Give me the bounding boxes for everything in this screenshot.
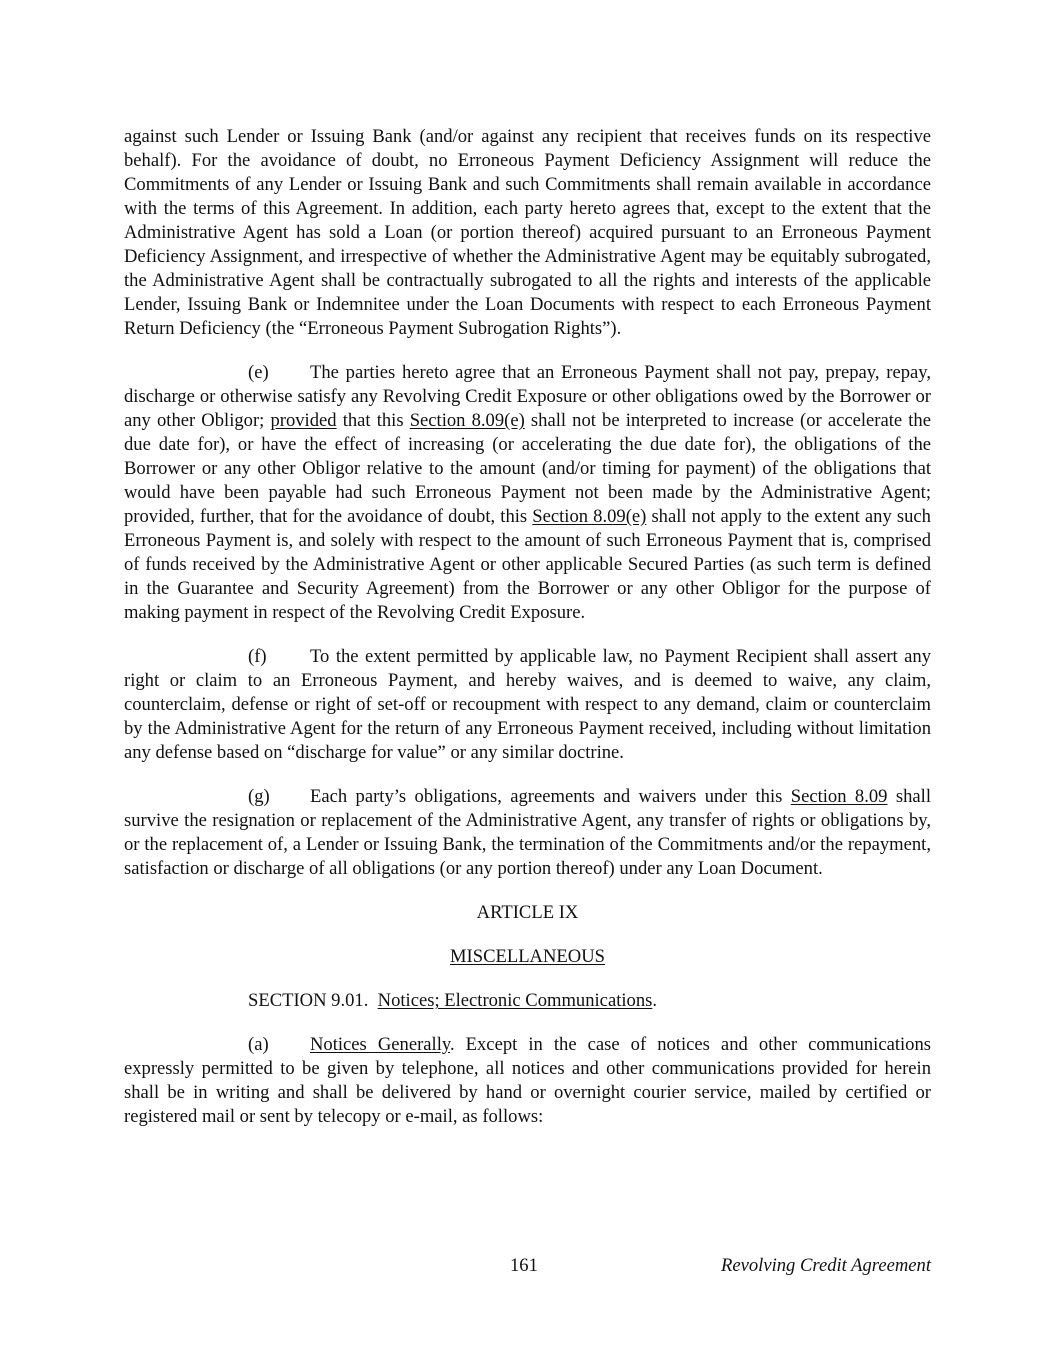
section-period: . [652,990,658,1011]
clause-e-text-3: shall not be interpreted to increase (or accelerate the due date for), or have the effect of increasing (or accelerating the due date for), the obligations of the Borrower or any other Obligor relative to the amount (and/or timing for payment) of the obligations that would have been payable had such Erroneous Payment not been made by the Administrative Agent; provided, further, that for the avoidance of doubt, this [124,410,931,527]
page-number: 161 [510,1255,538,1276]
clause-g-text-2: shall survive the resignation or replacement of the Administrative Agent, any transfer of rights or obligations by, or the replacement of, a Lender or Issuing Bank, the termination of the Commitments and/or the repayment, satisfaction or discharge of all obligations (or any portion thereof) under any Loan Document. [124,786,931,879]
clause-g-label: (g) [248,786,270,807]
section-ref-8-09e: Section 8.09(e) [409,410,525,431]
clause-e-text-4: shall not apply to the extent any such Erroneous Payment is, and solely with respect to the amount of such Erroneous Payment that is, comprised of funds received by the Administrative Agent or other applicable Secured Parties (as such term is defined in the Guarantee and Security Agreement) from the Borrower or any other Obligor for the purpose of making payment in respect of the Revolving Credit Exposure. [124,506,931,623]
clause-e-provided: provided [270,410,337,431]
clause-a [124,1033,931,1129]
section-ref-8-09: Section 8.09 [790,786,888,807]
clause-g [124,785,931,881]
clause-e-label: (e) [248,362,269,383]
clause-a-label: (a) [248,1034,269,1055]
clause-g-text-1: Each party’s obligations, agreements and waivers under this [310,786,791,807]
clause-e-text-2: that this [336,410,410,431]
article-heading: ARTICLE IX [476,902,579,923]
clause-e-text-1: The parties hereto agree that an Erroneous Payment shall not pay, prepay, repay, discharge or otherwise satisfy any Revolving Credit Exposure or other obligations owed by the Borrower or any other Obligor; [124,362,931,431]
clause-f-label: (f) [248,646,267,667]
clause-a-title: Notices Generally [310,1034,450,1055]
continued-paragraph: against such Lender or Issuing Bank (and/or against any recipient that receives funds on its respective behalf). For the avoidance of doubt, no Erroneous Payment Deficiency Assignment will reduce the Commitments of any Lender or Issuing Bank and such Commitments shall remain available in accordance with the terms of this Agreement. In addition, each party hereto agrees that, except to the extent that the Administrative Agent has sold a Loan (or portion thereof) acquired pursuant to an Erroneous Payment Deficiency Assignment, and irrespective of whether the Administrative Agent may be equitably subrogated, the Administrative Agent shall be contractually subrogated to all the rights and interests of the applicable Lender, Issuing Bank or Indemnitee under the Loan Documents with respect to each Erroneous Payment Return Deficiency (the “Erroneous Payment Subrogation Rights”). [124,126,931,339]
article-title [124,945,931,969]
article-title-text: MISCELLANEOUS [450,946,605,967]
page-footer [124,1255,931,1281]
section-number: SECTION 9.01. [248,990,378,1011]
document-page [124,125,931,1129]
clause-e [124,361,931,625]
section-heading [124,989,931,1013]
clause-f-text: To the extent permitted by applicable law, no Payment Recipient shall assert any right or claim to an Erroneous Payment, and hereby waives, and is deemed to waive, any claim, counterclaim, defense or right of set-off or recoupment with respect to any demand, claim or counterclaim by the Administrative Agent for the return of any Erroneous Payment received, including without limitation any defense based on “discharge for value” or any similar doctrine. [124,646,931,763]
clause-f [124,645,931,765]
section-ref-8-09e-second: Section 8.09(e) [532,506,647,527]
footer-document-title: Revolving Credit Agreement [721,1255,931,1276]
clause-a-text: . Except in the case of notices and other communications expressly permitted to be given by telephone, all notices and other communications provided for herein shall be in writing and shall be delivered by hand or overnight courier service, mailed by certified or registered mail or sent by telecopy or e-mail, as follows: [124,1034,931,1127]
section-title: Notices; Electronic Communications [377,990,653,1011]
